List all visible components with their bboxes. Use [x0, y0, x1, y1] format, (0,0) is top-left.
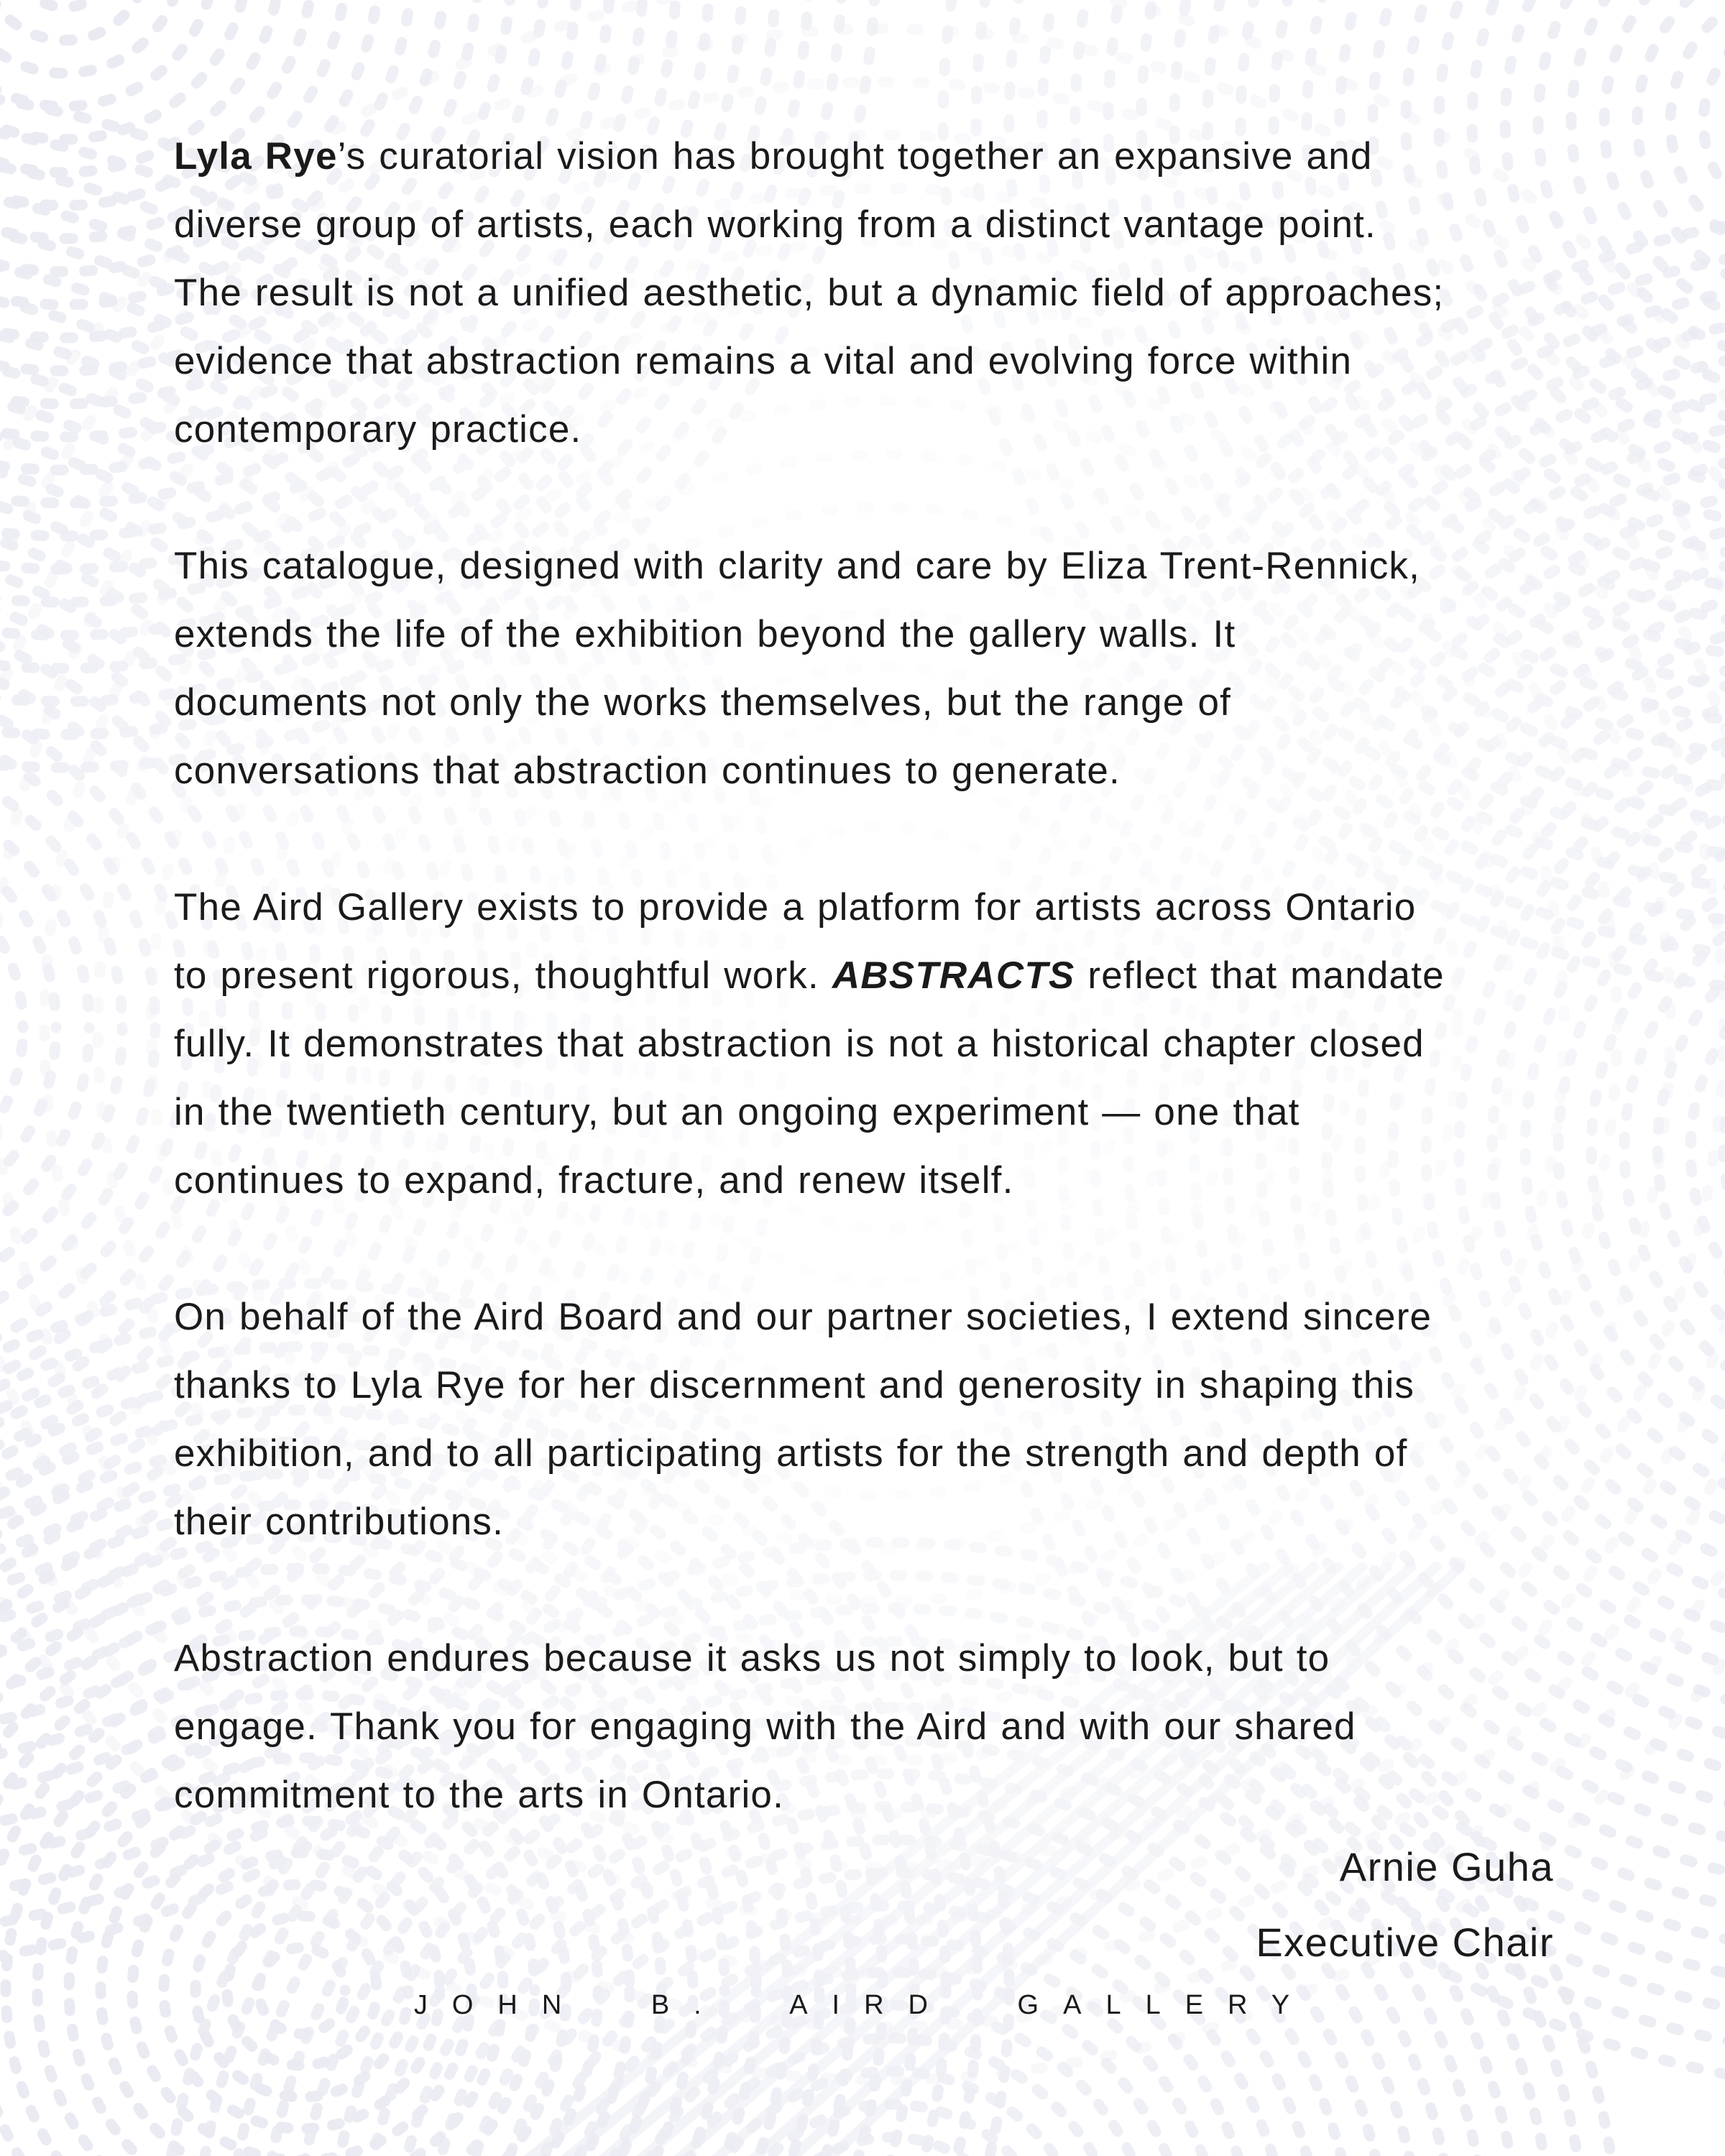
letter-line: The Aird Gallery exists to provide a platform for artists across Ontario — [174, 886, 1417, 929]
letter-line: thanks to Lyla Rye for her discernment and generosity in shaping this — [174, 1364, 1415, 1406]
gallery-wordmark: JOHN B. AIRD GALLERY — [413, 1990, 1315, 2020]
letter-line: diverse group of artists, each working from a distinct vantage point. — [174, 203, 1376, 246]
paragraph-2 — [174, 532, 1554, 805]
letter-line: documents not only the works themselves, but the range of — [174, 681, 1232, 724]
letter-line: engage. Thank you for engaging with the Aird and with our shared — [174, 1705, 1356, 1748]
letter-line: exhibition, and to all participating artists for the strength and depth of — [174, 1432, 1408, 1475]
letter-line: On behalf of the Aird Board and our partner societies, I extend sincere — [174, 1296, 1432, 1338]
paragraph-3 — [174, 873, 1554, 1215]
paragraph-5 — [174, 1624, 1554, 1829]
letter-line: continues to expand, fracture, and renew itself. — [174, 1159, 1014, 1202]
letter-line-text: reflect that mandate — [1075, 954, 1445, 997]
exhibition-title: ABSTRACTS — [832, 954, 1075, 997]
signature-block — [174, 1829, 1554, 1980]
letter-line: their contributions. — [174, 1501, 505, 1543]
letter-line — [174, 122, 1554, 190]
curator-name: Lyla Rye — [174, 135, 338, 178]
letter-line: contemporary practice. — [174, 408, 582, 451]
letter-line: in the twentieth century, but an ongoing experiment — one that — [174, 1091, 1300, 1133]
letter-line: fully. It demonstrates that abstraction is not a historical chapter closed — [174, 1023, 1425, 1065]
paragraph-1 — [174, 122, 1554, 464]
letter-line: Abstraction endures because it asks us not simply to look, but to — [174, 1637, 1330, 1680]
letter-content — [174, 122, 1554, 2025]
letter-line — [174, 941, 1554, 1010]
paragraph-4 — [174, 1283, 1554, 1556]
letter-line: commitment to the arts in Ontario. — [174, 1774, 785, 1816]
letter-line: conversations that abstraction continues to generate. — [174, 750, 1121, 792]
letter-line-text: to present rigorous, thoughtful work. — [174, 954, 832, 997]
letter-line-text: ’s curatorial vision has brought together an expansive and — [337, 135, 1373, 178]
letter-line: evidence that abstraction remains a vital and evolving force within — [174, 340, 1353, 382]
letter-line: extends the life of the exhibition beyond the gallery walls. It — [174, 613, 1236, 655]
signature-title: Executive Chair — [1256, 1920, 1554, 1965]
letter-line: The result is not a unified aesthetic, but a dynamic field of approaches; — [174, 272, 1445, 314]
letter-line: This catalogue, designed with clarity and care by Eliza Trent-Rennick, — [174, 545, 1421, 587]
signature-name: Arnie Guha — [1339, 1844, 1554, 1889]
